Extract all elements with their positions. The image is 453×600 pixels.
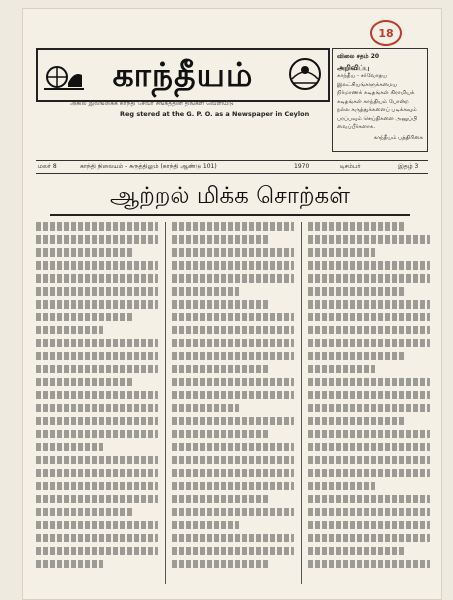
text-line bbox=[172, 261, 294, 270]
handwritten-page-mark: 18 bbox=[370, 20, 402, 46]
text-line bbox=[172, 248, 294, 257]
text-line bbox=[36, 300, 158, 309]
text-line bbox=[172, 326, 294, 335]
text-line bbox=[172, 417, 294, 426]
text-line bbox=[308, 417, 406, 426]
volume-label: மலர் 8 bbox=[38, 163, 57, 170]
text-line bbox=[308, 404, 430, 413]
text-line bbox=[36, 404, 158, 413]
text-line bbox=[308, 469, 430, 478]
text-line bbox=[172, 456, 294, 465]
column-divider bbox=[301, 222, 302, 584]
text-line bbox=[172, 391, 294, 400]
text-line bbox=[36, 560, 103, 569]
masthead-box bbox=[36, 48, 330, 102]
issue-info-bar bbox=[36, 160, 428, 174]
text-line bbox=[36, 248, 134, 257]
masthead-subtitle: அகில இலங்கைக் காந்தி சேவா சங்கத்தின் திங்கள் வெளியீடு bbox=[70, 100, 234, 107]
text-line bbox=[308, 391, 430, 400]
notice-signoff: காந்தீயம் பத்திரிகை bbox=[373, 134, 423, 141]
text-line bbox=[36, 456, 158, 465]
text-line bbox=[308, 456, 430, 465]
spinning-wheel-icon bbox=[44, 57, 84, 93]
text-line bbox=[172, 508, 294, 517]
text-line bbox=[172, 222, 294, 231]
text-line bbox=[36, 495, 158, 504]
text-line bbox=[172, 560, 270, 569]
text-line bbox=[172, 313, 294, 322]
text-line bbox=[308, 261, 430, 270]
article-column-3 bbox=[308, 222, 430, 584]
text-line bbox=[172, 365, 270, 374]
article-column-2 bbox=[172, 222, 294, 584]
text-line bbox=[36, 352, 158, 361]
text-line bbox=[172, 495, 270, 504]
text-line bbox=[36, 443, 103, 452]
text-line bbox=[36, 287, 158, 296]
text-line bbox=[308, 482, 375, 491]
text-line bbox=[172, 378, 294, 387]
text-line bbox=[36, 378, 134, 387]
text-line bbox=[308, 287, 406, 296]
text-line bbox=[308, 495, 430, 504]
text-line bbox=[36, 222, 158, 231]
text-line bbox=[308, 339, 430, 348]
text-line bbox=[172, 352, 294, 361]
text-line bbox=[36, 391, 158, 400]
text-line bbox=[308, 352, 406, 361]
text-line bbox=[36, 482, 158, 491]
price-line: விலை சதம் 20 bbox=[337, 53, 380, 60]
text-line bbox=[172, 287, 239, 296]
issue-label: இதழ் 3 bbox=[398, 163, 419, 170]
text-line bbox=[172, 339, 294, 348]
text-line bbox=[36, 508, 134, 517]
registration-line: Reg stered at the G. P. O. as a Newspaper in Ceylon bbox=[120, 110, 310, 118]
text-line bbox=[308, 521, 430, 530]
text-line bbox=[308, 443, 430, 452]
text-line bbox=[36, 274, 158, 283]
text-line bbox=[36, 326, 103, 335]
text-line bbox=[172, 521, 239, 530]
text-line bbox=[308, 378, 430, 387]
text-line bbox=[172, 443, 294, 452]
place-label: காந்தி நிலையம் - சுருத்திலும் (காந்தி ஆண்டு 101) bbox=[80, 163, 217, 170]
text-line bbox=[308, 508, 430, 517]
text-line bbox=[172, 547, 294, 556]
text-line bbox=[308, 235, 430, 244]
article-column-1 bbox=[36, 222, 158, 584]
text-line bbox=[308, 534, 430, 543]
text-line bbox=[308, 365, 375, 374]
globe-emblem-icon bbox=[288, 57, 322, 91]
text-line bbox=[308, 430, 430, 439]
text-line bbox=[36, 365, 158, 374]
text-line bbox=[172, 469, 294, 478]
text-line bbox=[36, 261, 158, 270]
text-line bbox=[308, 560, 430, 569]
text-line bbox=[172, 430, 270, 439]
text-line bbox=[36, 430, 158, 439]
text-line bbox=[308, 222, 406, 231]
notice-body: காந்தீய - சர்வோதய இலட்சியங்களுக்கமைய நிர்மாணக் கடிதங்கள் கிராமியக் கடிதங்கள் காந்தியம் போன்ற நல்ல கருத்துக்களைப் படிக்கவும் பரப்பவும் செய்திகளை அனுப்பி வைப்பீர்களாக. bbox=[337, 73, 418, 130]
text-line bbox=[172, 235, 270, 244]
text-line bbox=[36, 417, 158, 426]
text-line bbox=[308, 300, 430, 309]
text-line bbox=[172, 404, 239, 413]
article-headline: ஆற்றல் மிக்க சொற்கள் bbox=[50, 178, 410, 216]
column-divider bbox=[165, 222, 166, 584]
notice-heading: அறிவிப்பு bbox=[337, 63, 370, 72]
article-columns bbox=[36, 222, 430, 584]
text-line bbox=[36, 313, 134, 322]
text-line bbox=[36, 235, 158, 244]
text-line bbox=[308, 547, 406, 556]
text-line bbox=[36, 547, 158, 556]
year-label: 1970 bbox=[294, 163, 310, 170]
text-line bbox=[172, 274, 294, 283]
text-line bbox=[308, 313, 430, 322]
text-line bbox=[308, 274, 430, 283]
text-line bbox=[172, 300, 270, 309]
text-line bbox=[308, 248, 375, 257]
text-line bbox=[172, 534, 294, 543]
text-line bbox=[36, 339, 158, 348]
month-label: டிசம்பர் bbox=[340, 163, 361, 170]
notice-box bbox=[332, 48, 428, 152]
masthead-title: காந்தீயம் bbox=[112, 55, 254, 94]
text-line bbox=[36, 534, 158, 543]
text-line bbox=[308, 326, 430, 335]
text-line bbox=[172, 482, 294, 491]
text-line bbox=[36, 469, 158, 478]
text-line bbox=[36, 521, 158, 530]
